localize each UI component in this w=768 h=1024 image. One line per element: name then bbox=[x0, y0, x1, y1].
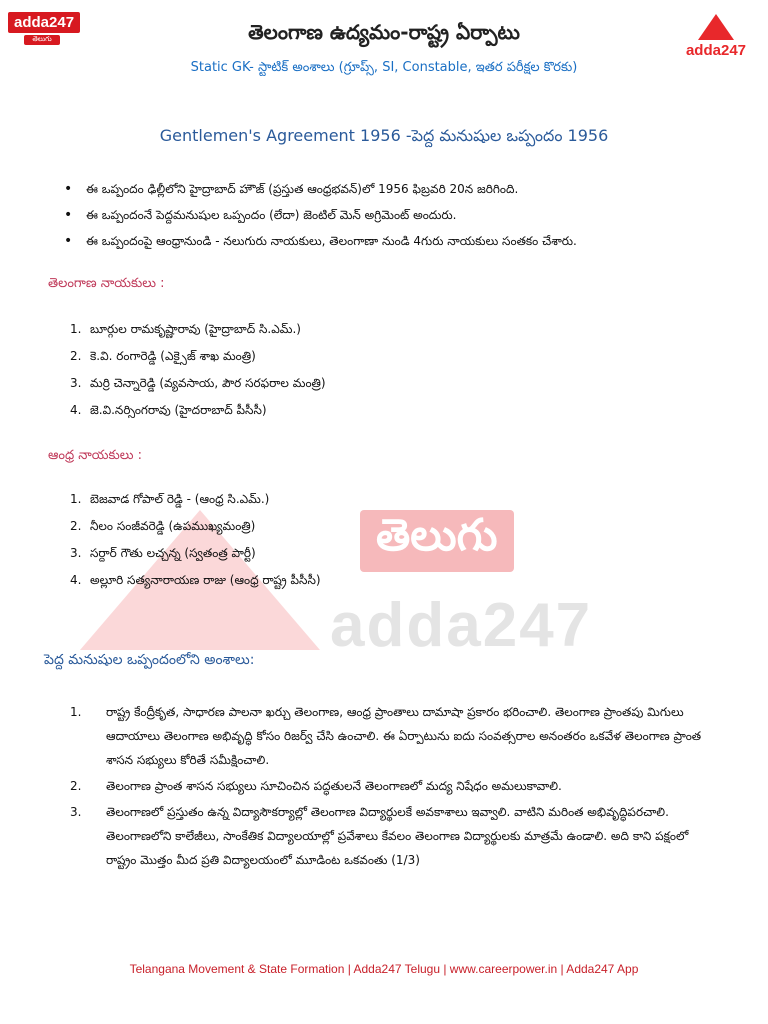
list-item: 4. జె.వి.నర్సింగరావు (హైదరాబాద్ పీసీసీ) bbox=[70, 403, 267, 417]
andhra-leaders-heading: ఆంధ్ర నాయకులు : bbox=[48, 448, 143, 463]
list-item: 1. రాష్ట్ర కేంద్రీకృత, సాధారణ పాలనా ఖర్చు తెలంగాణ, ఆంధ్ర ప్రాంతాలు దామాషా ప్రకారం భరించాలి. తెలంగాణ ప్రాంతపు మిగులు ఆదాయాలు తెలంగాణ అభివృద్ధి కోసం రిజర్వ్ చేసి ఉంచాలి. ఈ ఏర్పాటును ఐదు సంవత్సరాల అనంతరం ఒకవేళ తెలంగాణ ప్రాంత శాసన సభ్యులు కోరితే సమీక్షించాలి. bbox=[70, 705, 702, 767]
bullet-item: • ఈ ఒప్పందం ఢిల్లీలోని హైద్రాబాద్ హౌజ్ (ప్రస్తుత ఆంధ్రభవన్)లో 1956 ఫిబ్రవరి 20న జరిగింది. bbox=[60, 176, 750, 202]
page-title: తెలంగాణ ఉద్యమం-రాష్ట్ర ఏర్పాటు bbox=[248, 20, 520, 44]
list-item: 2. తెలంగాణ ప్రాంత శాసన సభ్యులు సూచించిన పద్ధతులనే తెలంగాణలో మద్య నిషేధం అమలుకావాలి. bbox=[70, 779, 562, 793]
watermark-telugu-text: తెలుగు bbox=[360, 510, 514, 572]
logo-text: adda247 bbox=[685, 42, 747, 59]
list-item: 3. తెలంగాణలో ప్రస్తుతం ఉన్న విద్యాసౌకర్యాల్లో తెలంగాణ విద్యార్థులకే అవకాశాలు ఇవ్వాలి. వాటిని మరింత అభివృద్ధిపరచాలి. తెలంగాణలోని కాలేజీలు, సాంకేతిక విద్యాలయాల్లో ప్రవేశాలు కేవలం తెలంగాణ విద్యార్థులకు మాత్రమే ఉండాలి. అది కాని పక్షంలో రాష్ట్రం మొత్తం మీద ప్రతి విద్యాలయంలో మూడింట ఒకవంతు (1/3) bbox=[70, 805, 689, 867]
logo-subtext: తెలుగు bbox=[24, 35, 60, 45]
list-item: 2. కె.వి. రంగారెడ్డి (ఎక్సైజ్ శాఖ మంత్రి) bbox=[70, 349, 256, 363]
agreement-points-list bbox=[70, 700, 710, 874]
page-subtitle: Static GK- స్టాటిక్ అంశాలు (గ్రూప్స్, SI, Constable, ఇతర పరీక్షల కొరకు) bbox=[190, 60, 578, 75]
page-footer: Telangana Movement & State Formation | Adda247 Telugu | www.careerpower.in | Adda247 App bbox=[129, 962, 639, 976]
bullet-item: • ఈ ఒప్పందంపై ఆంధ్రానుండి - నలుగురు నాయకులు, తెలంగాణా నుండి 4గురు నాయకులు సంతకం చేశారు. bbox=[60, 228, 750, 254]
list-item: 4. అల్లూరి సత్యనారాయణ రాజు (ఆంధ్ర రాష్ట్ర పీసీసీ) bbox=[70, 573, 321, 587]
bullet-item: • ఈ ఒప్పందంనే పెద్దమనుషుల ఒప్పందం (లేదా) జెంటిల్ మెన్ అగ్రిమెంట్ అందురు. bbox=[60, 202, 750, 228]
watermark-adda-text: adda247 bbox=[330, 591, 593, 660]
section-title: Gentlemen's Agreement 1956 -పెద్ద మనుషుల ఒప్పందం 1956 bbox=[159, 126, 609, 145]
list-item: 2. నీలం సంజీవరెడ్డి (ఉపముఖ్యమంత్రి) bbox=[70, 519, 256, 533]
agreement-points-heading: పెద్ద మనుషుల ఒప్పందంలోని అంశాలు: bbox=[44, 652, 255, 668]
list-item: 3. సర్దార్ గౌతు లచ్చన్న (స్వతంత్ర పార్టీ) bbox=[70, 546, 256, 560]
list-item: 1. బూర్గుల రామకృష్ణారావు (హైద్రాబాద్ సి.ఎమ్.) bbox=[70, 322, 301, 336]
andhra-leaders-list bbox=[70, 486, 730, 594]
telangana-leaders-heading: తెలంగాణ నాయకులు : bbox=[48, 276, 165, 291]
intro-bullet-list bbox=[60, 176, 750, 254]
telangana-leaders-list bbox=[70, 316, 730, 424]
list-item: 1. బెజవాడ గోపాల్ రెడ్డి - (ఆంధ్ర సి.ఎమ్.) bbox=[70, 492, 270, 506]
list-item: 3. మర్రి చెన్నారెడ్డి (వ్యవసాయ, పౌర సరఫరాల మంత్రి) bbox=[70, 376, 326, 390]
logo-text: adda247 bbox=[8, 12, 80, 33]
